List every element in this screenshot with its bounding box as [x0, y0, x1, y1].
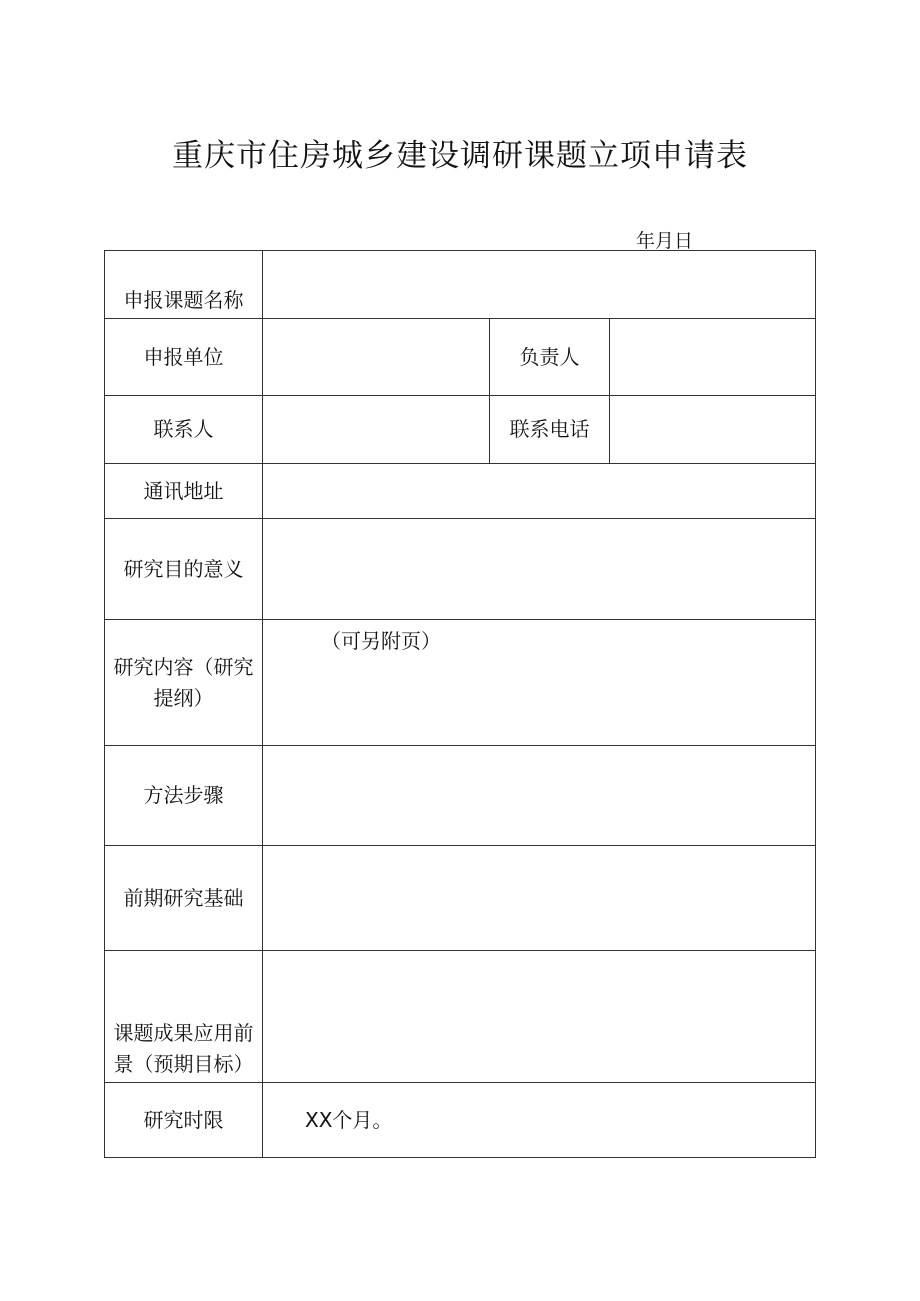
row-duration — [105, 1083, 816, 1158]
label-method: 方法步骤 — [105, 746, 263, 846]
row-method — [105, 746, 816, 846]
label-prospect: 课题成果应用前景（预期目标） — [105, 951, 263, 1083]
input-topic-name[interactable] — [263, 251, 816, 319]
input-method[interactable] — [263, 746, 816, 846]
label-address: 通讯地址 — [105, 464, 263, 519]
page-title: 重庆市住房城乡建设调研课题立项申请表 — [172, 138, 748, 174]
duration-value[interactable]: XX个月。 — [263, 1083, 816, 1158]
label-applicant-unit: 申报单位 — [105, 319, 263, 396]
label-contact-person: 联系人 — [105, 396, 263, 464]
input-contact-person[interactable] — [263, 396, 490, 464]
label-purpose: 研究目的意义 — [105, 519, 263, 620]
row-basis — [105, 846, 816, 951]
application-form-table — [104, 250, 816, 1158]
row-purpose — [105, 519, 816, 620]
date-label: 年月日 — [636, 230, 694, 252]
row-content — [105, 620, 816, 746]
input-basis[interactable] — [263, 846, 816, 951]
label-content: 研究内容（研究提纲） — [105, 620, 263, 746]
label-person-in-charge: 负责人 — [490, 319, 610, 396]
label-contact-phone: 联系电话 — [490, 396, 610, 464]
input-prospect[interactable] — [263, 951, 816, 1083]
input-applicant-unit[interactable] — [263, 319, 490, 396]
row-prospect — [105, 951, 816, 1083]
row-address — [105, 464, 816, 519]
label-duration: 研究时限 — [105, 1083, 263, 1158]
row-contact — [105, 396, 816, 464]
input-person-in-charge[interactable] — [610, 319, 816, 396]
row-topic-name — [105, 251, 816, 319]
label-topic-name: 申报课题名称 — [105, 251, 263, 319]
row-applicant-unit — [105, 319, 816, 396]
content-note[interactable]: （可另附页） — [263, 620, 816, 746]
input-contact-phone[interactable] — [610, 396, 816, 464]
label-basis: 前期研究基础 — [105, 846, 263, 951]
input-address[interactable] — [263, 464, 816, 519]
input-purpose[interactable] — [263, 519, 816, 620]
